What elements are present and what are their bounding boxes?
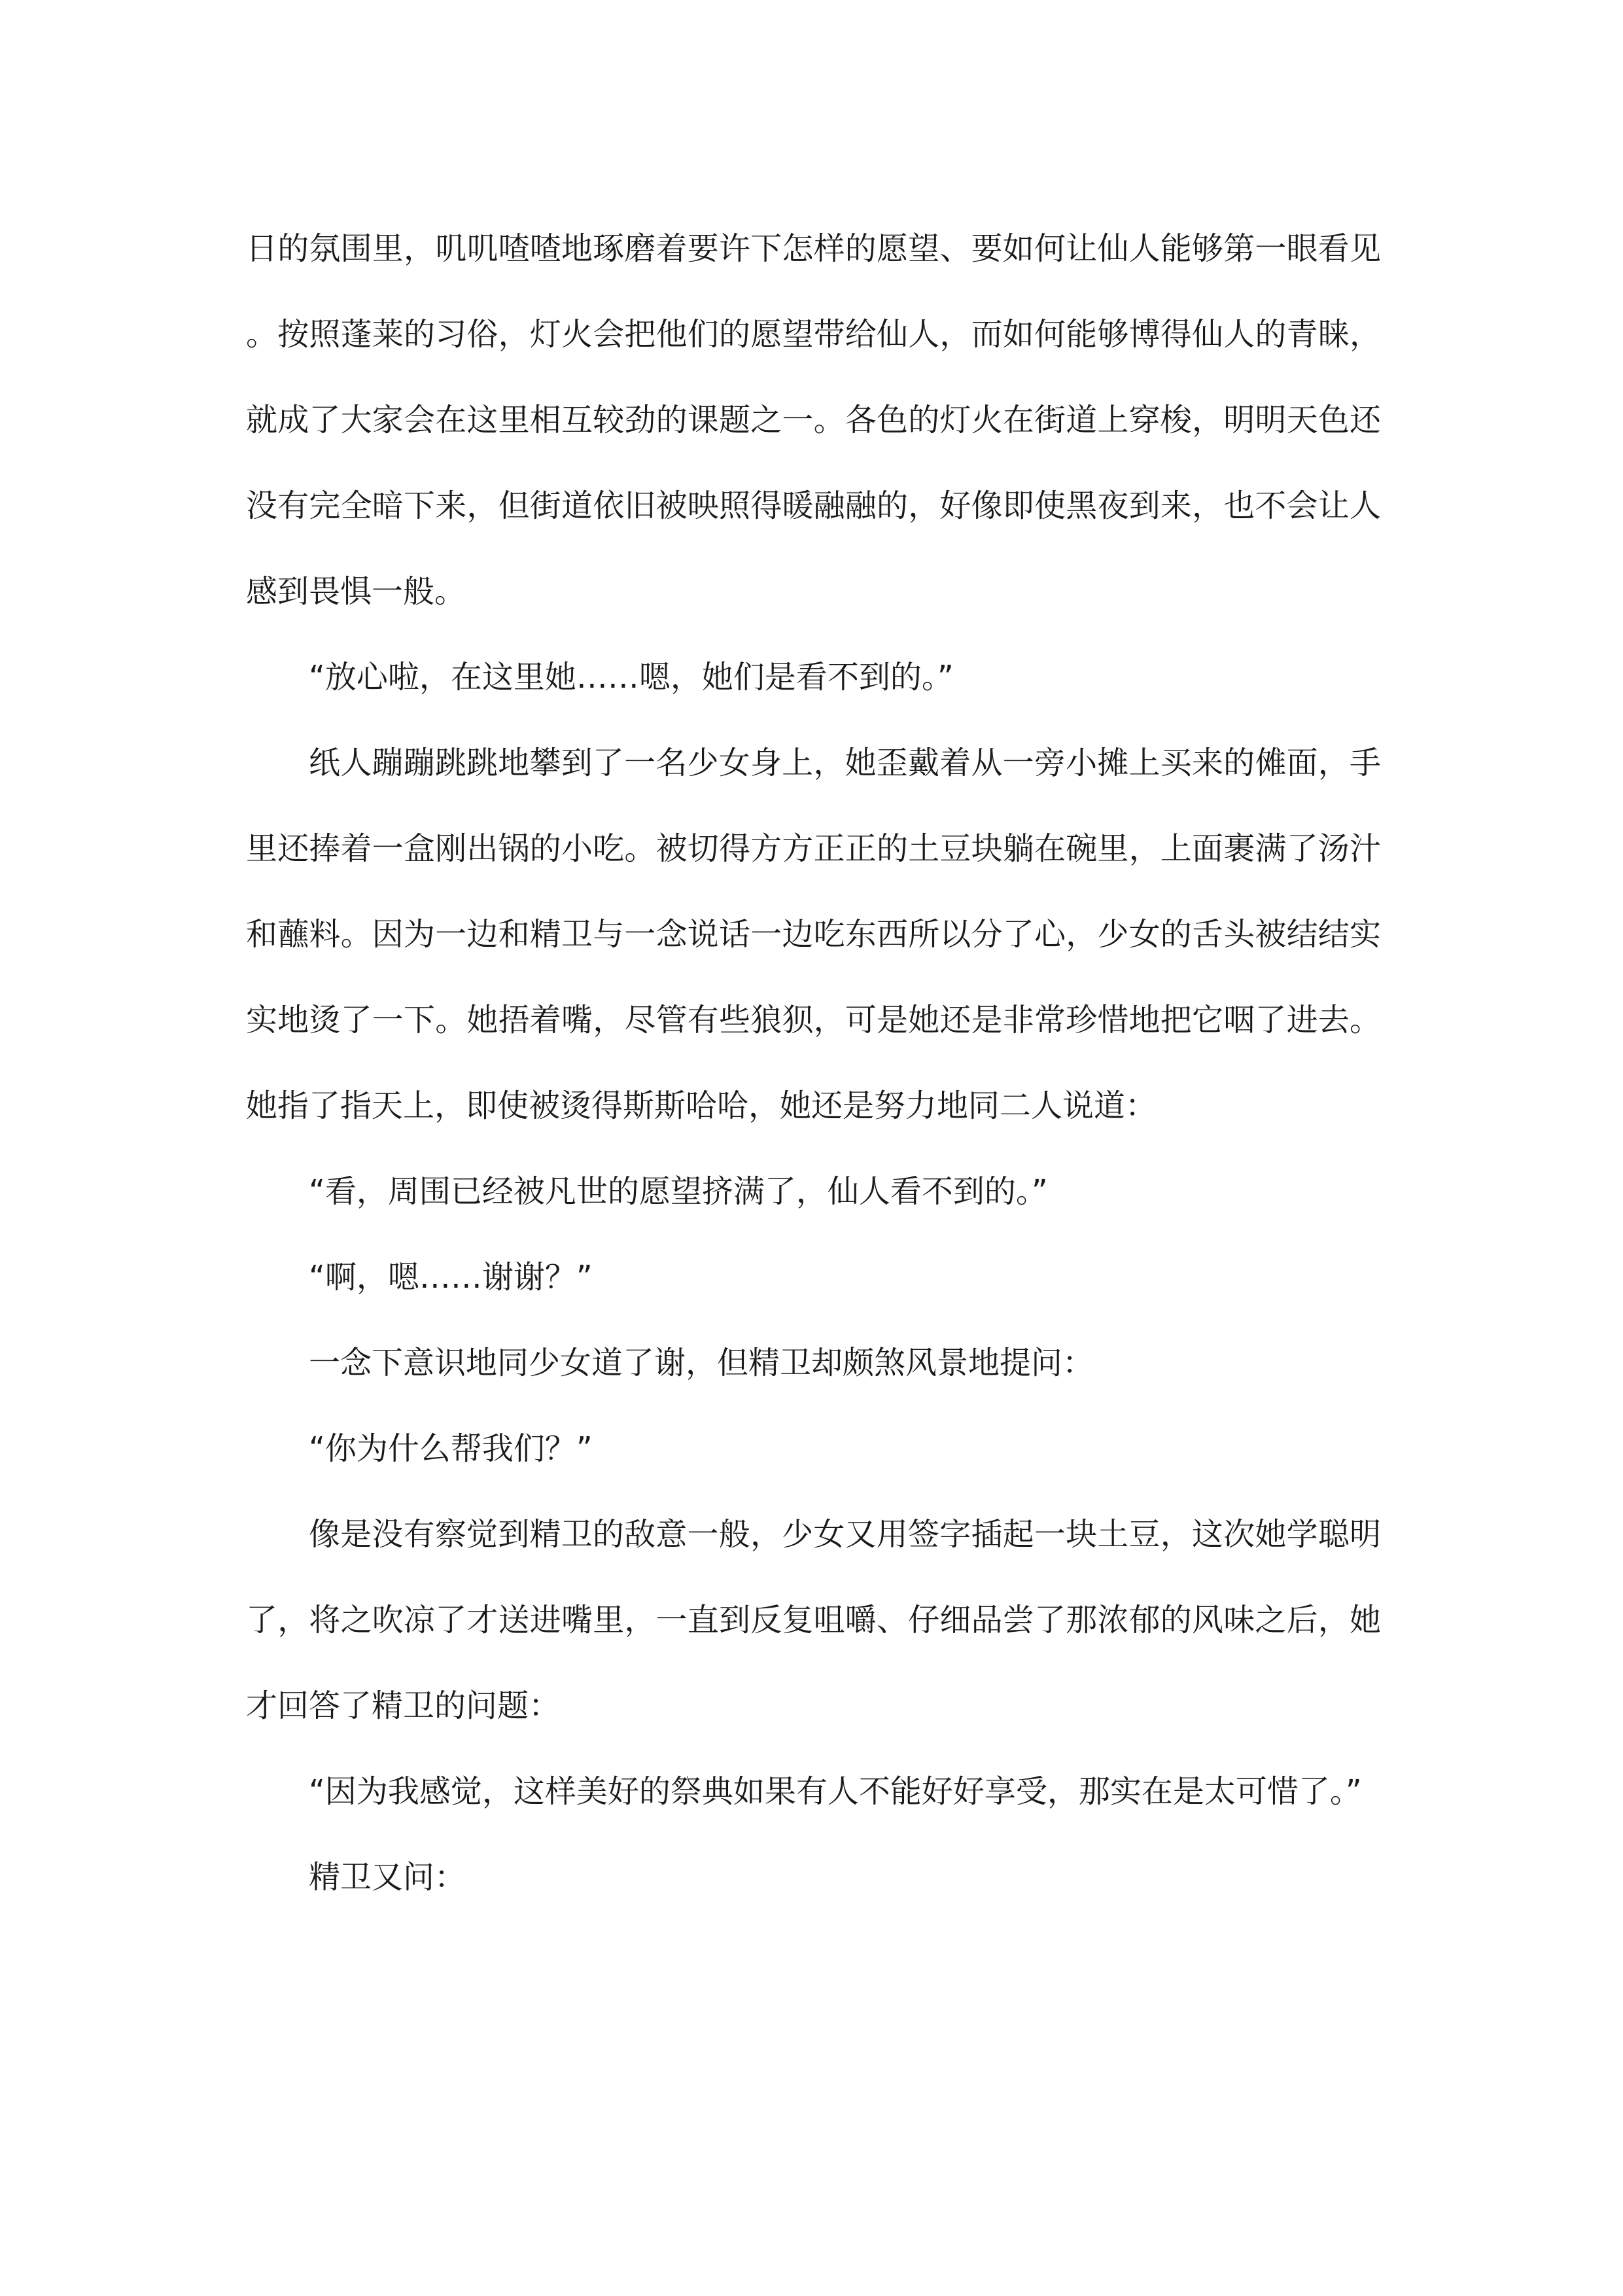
paragraph-5: “啊，嗯……谢谢？”: [309, 1259, 593, 1296]
paragraph-4: “看，周围已经被凡世的愿望挤满了，仙人看不到的。”: [309, 1173, 1048, 1210]
paragraph-8: 像是没有察觉到精卫的敌意一般，少女又用签字插起一块土豆，这次她学聪明了，将之吹凉了才送进嘴里，一直到反复咀嚼、仔细品尝了那浓郁的风味之后，她才回答了精卫的问题：: [246, 1516, 1381, 1724]
body-text: [246, 206, 1381, 1920]
paragraph-10: 精卫又问：: [309, 1859, 466, 1896]
paragraph-7: “你为什么帮我们？”: [309, 1430, 593, 1467]
paragraph-2: “放心啦，在这里她……嗯，她们是看不到的。”: [309, 659, 954, 696]
paragraph-1: 日的氛围里，叽叽喳喳地琢磨着要许下怎样的愿望、要如何让仙人能够第一眼看见。按照蓬莱的习俗，灯火会把他们的愿望带给仙人，而如何能够博得仙人的青睐，就成了大家会在这里相互较劲的课题之一。各色的灯火在街道上穿梭，明明天色还没有完全暗下来，但街道依旧被映照得暖融融的，好像即使黑夜到来，也不会让人感到畏惧一般。: [246, 230, 1381, 610]
paragraph-3: 纸人蹦蹦跳跳地攀到了一名少女身上，她歪戴着从一旁小摊上买来的傩面，手里还捧着一盒刚出锅的小吃。被切得方方正正的土豆块躺在碗里，上面裹满了汤汁和蘸料。因为一边和精卫与一念说话一边吃东西所以分了心，少女的舌头被结结实实地烫了一下。她捂着嘴，尽管有些狼狈，可是她还是非常珍惜地把它咽了进去。她指了指天上，即使被烫得斯斯哈哈，她还是努力地同二人说道：: [246, 745, 1381, 1124]
paragraph-9: “因为我感觉，这样美好的祭典如果有人不能好好享受，那实在是太可惜了。”: [309, 1773, 1362, 1810]
paragraph-6: 一念下意识地同少女道了谢，但精卫却颇煞风景地提问：: [309, 1345, 1094, 1381]
